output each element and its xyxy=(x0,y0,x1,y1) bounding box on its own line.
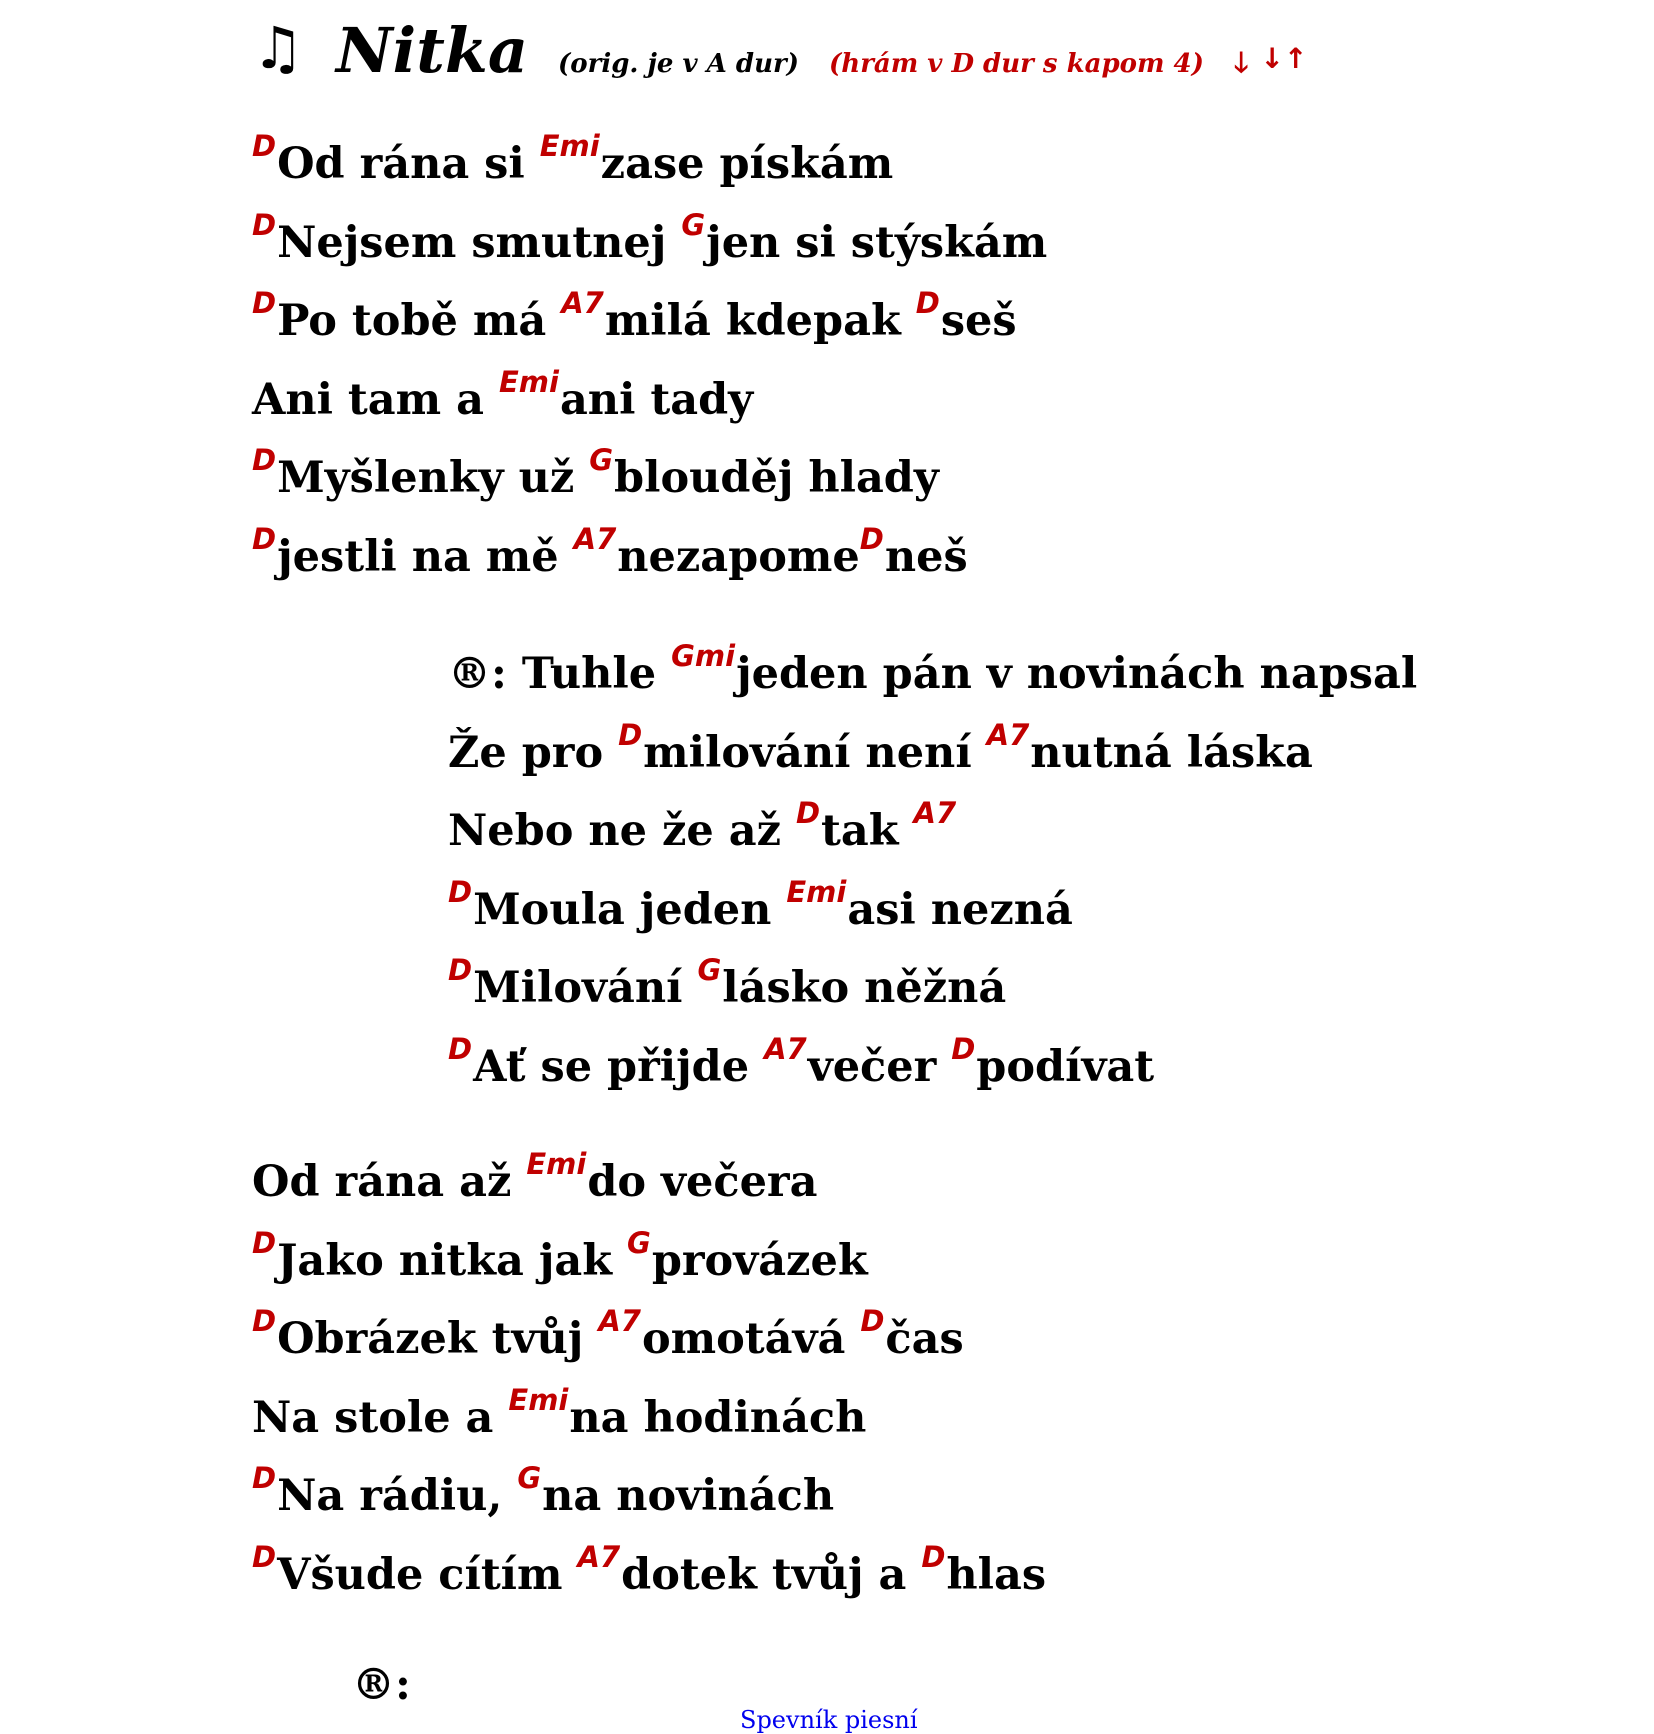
capo-info: (hrám v D dur s kapom 4) xyxy=(828,49,1204,79)
song-title: Nitka xyxy=(336,14,528,87)
lyric-line xyxy=(448,717,1313,778)
chorus-repeat-mark: ®: xyxy=(352,1660,411,1710)
lyric-line xyxy=(252,129,894,189)
chord: A7 xyxy=(986,717,1030,752)
lyric-text: Od rána si xyxy=(277,139,540,189)
chord: D xyxy=(252,521,277,556)
chord: D xyxy=(448,1031,473,1066)
lyric-text: milování není xyxy=(643,727,987,778)
chord: D xyxy=(915,286,940,320)
lyric-text: Jako nitka jak xyxy=(277,1235,627,1286)
lyric-text: lásko něžná xyxy=(722,963,1007,1013)
lyric-text: provázek xyxy=(651,1235,868,1286)
chord: Gmi xyxy=(671,639,736,673)
lyric-text: večer xyxy=(807,1041,952,1092)
lyric-text: hlas xyxy=(946,1549,1047,1600)
chord: D xyxy=(448,874,473,909)
chord: A7 xyxy=(598,1304,641,1338)
music-note-icon: ♫ xyxy=(252,14,304,82)
lyric-line xyxy=(448,639,1418,699)
chord: D xyxy=(951,1031,976,1066)
lyric-text: neš xyxy=(884,531,968,582)
lyric-line xyxy=(252,286,1017,346)
lyric-text: Nebo ne že až xyxy=(448,806,796,856)
songbook-link[interactable]: Spevník piesní xyxy=(740,1706,918,1734)
lyric-line xyxy=(448,874,1073,935)
lyric-line xyxy=(252,364,754,425)
chord: G xyxy=(681,207,706,242)
chord: A7 xyxy=(764,1031,807,1066)
lyric-line xyxy=(252,443,939,503)
lyric-text: tak xyxy=(821,806,914,856)
lyric-text: blouděj hlady xyxy=(614,453,939,503)
chord: D xyxy=(252,286,277,320)
chord: D xyxy=(860,1304,885,1338)
lyric-text: Na rádiu, xyxy=(277,1471,518,1521)
lyric-text: asi nezná xyxy=(847,884,1073,935)
lyric-text: dotek tvůj a xyxy=(621,1549,922,1600)
lyric-text: Ať se přijde xyxy=(473,1041,765,1092)
chord: A7 xyxy=(577,1539,621,1574)
lyric-text: Obrázek tvůj xyxy=(277,1314,599,1364)
lyric-text: Myšlenky už xyxy=(277,453,590,503)
lyric-text: do večera xyxy=(587,1157,818,1207)
lyric-text: na hodinách xyxy=(569,1392,867,1443)
chord: D xyxy=(795,796,821,830)
lyric-text: Moula jeden xyxy=(473,884,787,935)
lyric-line xyxy=(252,207,1048,268)
lyric-text: na novinách xyxy=(542,1471,835,1521)
lyric-text: Ani tam a xyxy=(252,374,499,425)
lyric-text: nutná láska xyxy=(1030,727,1313,778)
lyric-line xyxy=(252,521,968,582)
arrow-down-up-icon: ↓↑ xyxy=(1260,42,1308,75)
chord: D xyxy=(252,1461,277,1495)
lyric-line xyxy=(448,796,957,856)
original-key: (orig. je v A dur) xyxy=(558,49,799,79)
lyric-line xyxy=(252,1539,1047,1600)
chord: D xyxy=(252,129,277,163)
chord: G xyxy=(517,1461,542,1495)
lyric-line xyxy=(448,953,1007,1013)
chord: Emi xyxy=(526,1147,587,1181)
lyric-text: čas xyxy=(885,1314,964,1364)
chord: D xyxy=(252,207,277,242)
strum-pattern xyxy=(1234,42,1307,90)
lyric-text: jestli na mě xyxy=(277,531,574,582)
chord: D xyxy=(252,1539,277,1574)
chord: A7 xyxy=(561,286,604,320)
lyric-text: omotává xyxy=(641,1314,861,1364)
lyric-text: Od rána až xyxy=(252,1157,527,1207)
lyric-text: Po tobě má xyxy=(277,296,562,346)
chord: G xyxy=(627,1225,651,1260)
chord: D xyxy=(252,1225,277,1260)
lyric-line xyxy=(252,1147,818,1207)
lyric-text: jeden pán v novinách napsal xyxy=(736,649,1418,699)
lyric-text: Na stole a xyxy=(252,1392,509,1443)
chord: G xyxy=(589,443,614,477)
chord: D xyxy=(921,1539,946,1574)
lyric-text: seš xyxy=(940,296,1017,346)
lyric-text: Že pro xyxy=(448,727,619,778)
chord: D xyxy=(618,717,643,752)
chord: Emi xyxy=(508,1382,569,1417)
chord: Emi xyxy=(786,874,847,909)
chord: Emi xyxy=(539,129,600,163)
lyric-line xyxy=(252,1461,835,1521)
lyric-text: jen si stýskám xyxy=(706,217,1048,268)
chord: D xyxy=(252,443,277,477)
lyric-line xyxy=(252,1225,868,1286)
chord: D xyxy=(252,1304,277,1338)
lyric-text: Milování xyxy=(473,963,698,1013)
lyric-line xyxy=(252,1382,867,1443)
lyric-line xyxy=(252,1304,964,1364)
lyric-text: Všude cítím xyxy=(277,1549,578,1600)
chord: D xyxy=(859,521,884,556)
lyric-text: podívat xyxy=(976,1041,1155,1092)
arrow-down-icon: 🡓 xyxy=(1233,46,1249,79)
lyric-text: milá kdepak xyxy=(604,296,916,346)
lyric-text: zase pískám xyxy=(600,139,894,189)
chord: G xyxy=(697,953,722,987)
lyric-text: ®: Tuhle xyxy=(448,649,672,699)
lyric-text: Nejsem smutnej xyxy=(277,217,682,268)
chord: D xyxy=(448,953,473,987)
lyric-line xyxy=(448,1031,1155,1092)
lyric-text: ani tady xyxy=(559,374,754,425)
chord: A7 xyxy=(573,521,617,556)
chord: A7 xyxy=(913,796,957,830)
song-header xyxy=(252,14,1307,104)
lyric-text: nezapome xyxy=(617,531,860,582)
chord: Emi xyxy=(498,364,559,399)
